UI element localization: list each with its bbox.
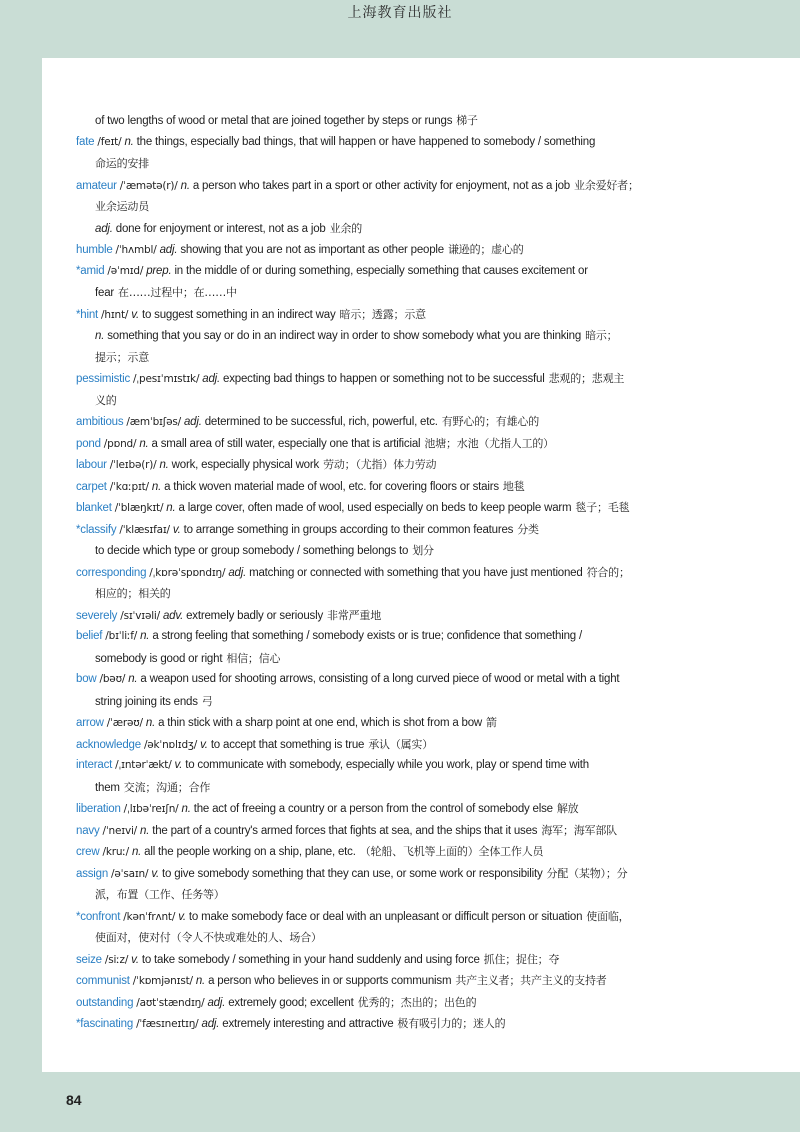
chinese-translation: 毯子；毛毯 <box>575 501 630 514</box>
entry-line <box>0 476 800 498</box>
headword: fate <box>76 135 95 148</box>
entry-line <box>0 712 800 734</box>
headword: assign <box>76 867 109 880</box>
entry-line <box>0 1013 800 1035</box>
chinese-translation: 划分 <box>412 544 434 557</box>
glossary-entries <box>0 110 800 1035</box>
part-of-speech: v. <box>131 953 139 966</box>
phonetic: /ˈkɑːpɪt/ <box>109 480 149 493</box>
chinese-translation: 分配（某物）；分 <box>546 866 628 880</box>
definition: fear <box>95 287 115 299</box>
headword: pond <box>76 437 101 450</box>
glossary-entry <box>0 411 800 433</box>
entry-line <box>0 992 800 1014</box>
chinese-translation: （轮船、飞机等上面的）全体工作人员 <box>359 845 544 858</box>
chinese-translation: 谦逊的；虚心的 <box>447 243 524 256</box>
chinese-translation: 劳动；（尤指）体力劳动 <box>323 458 437 471</box>
entry-line <box>0 132 800 154</box>
part-of-speech: v. <box>172 523 181 536</box>
definition: expecting bad things to happen or something not to be successful <box>223 373 545 385</box>
chinese-translation: 箭 <box>486 716 497 729</box>
glossary-entry <box>0 970 800 992</box>
glossary-entry <box>0 497 800 519</box>
glossary-entry <box>0 519 800 562</box>
entry-line <box>0 777 800 799</box>
part-of-speech: n. <box>131 846 142 858</box>
definition: work, especially physical work <box>171 459 320 471</box>
entry-line <box>0 626 800 648</box>
definition: a weapon used for shooting arrows, consisting of a long curved piece of wood or metal with a tight <box>140 673 620 685</box>
chinese-translation: 相应的；相关的 <box>95 587 171 600</box>
entry-line <box>0 454 800 476</box>
headword: bow <box>76 673 97 685</box>
headword: ambitious <box>76 416 124 428</box>
definition: somebody is good or right <box>95 652 223 665</box>
headword: severely <box>76 609 118 622</box>
entry-line <box>0 519 800 541</box>
publisher-header: 上海教育出版社 <box>347 5 453 21</box>
part-of-speech: v. <box>200 738 208 751</box>
chinese-translation: 暗示；透露；示意 <box>339 307 426 321</box>
entry-line <box>0 927 800 949</box>
phonetic: /feɪt/ <box>97 135 122 148</box>
definition: matching or connected with something that you have just mentioned <box>249 566 583 579</box>
chinese-translation: 有野心的；有雄心的 <box>441 415 539 428</box>
entry-line <box>0 863 800 885</box>
chinese-translation: 提示；示意 <box>95 350 149 364</box>
headword: *classify <box>76 523 117 536</box>
glossary-entry <box>0 906 800 949</box>
entry-line <box>0 841 800 863</box>
entry-line <box>0 605 800 627</box>
glossary-entry <box>0 669 800 712</box>
headword: crew <box>76 846 100 858</box>
chinese-translation: 悲观的；悲观主 <box>548 372 625 385</box>
phonetic: /ˌɪntərˈækt/ <box>115 759 172 771</box>
definition: to give somebody something that they can use, or some work or responsibility <box>162 867 543 880</box>
entry-line <box>0 261 800 283</box>
part-of-speech: n. <box>151 480 162 493</box>
phonetic: /ˈblæŋkɪt/ <box>114 502 164 514</box>
phonetic: /aʊtˈstændɪŋ/ <box>136 996 205 1009</box>
glossary-entry <box>0 626 800 669</box>
entry-line <box>0 798 800 820</box>
part-of-speech: n. <box>140 824 150 837</box>
entry-line <box>0 755 800 777</box>
headword: belief <box>76 630 103 642</box>
entry-line <box>0 970 800 992</box>
glossary-entry <box>0 605 800 627</box>
chinese-translation: 使面临， <box>586 909 630 923</box>
definition: to suggest something in an indirect way <box>141 308 336 321</box>
chinese-translation: 交流；沟通；合作 <box>123 780 211 794</box>
phonetic: /ˈfæsɪneɪtɪŋ/ <box>136 1018 199 1030</box>
part-of-speech: adj. <box>95 222 113 235</box>
glossary-entry <box>0 132 800 175</box>
entry-line <box>0 347 800 369</box>
phonetic: /kruː/ <box>102 846 129 858</box>
glossary-entry <box>0 304 800 369</box>
entry-line <box>0 906 800 928</box>
entry-line <box>0 691 800 713</box>
glossary-entry <box>0 1013 800 1035</box>
headword: arrow <box>76 717 104 729</box>
entry-line <box>0 648 800 670</box>
entry-line <box>0 562 800 584</box>
definition: to accept that something is true <box>210 738 365 751</box>
definition: a thin stick with a sharp point at one end, which is shot from a bow <box>158 717 483 729</box>
phonetic: /siːz/ <box>104 953 129 966</box>
chinese-translation: 非常严重地 <box>327 608 382 622</box>
chinese-translation: 业余爱好者； <box>573 178 639 192</box>
headword: acknowledge <box>76 738 141 751</box>
chinese-translation: 命运的安排 <box>95 157 149 170</box>
definition: the act of freeing a country or a person from the control of somebody else <box>193 803 553 815</box>
part-of-speech: n. <box>139 437 149 450</box>
chinese-translation: 义的 <box>95 393 117 407</box>
part-of-speech: adj. <box>202 373 221 385</box>
entry-line <box>0 433 800 455</box>
chinese-translation: 业余的 <box>329 221 362 235</box>
part-of-speech: adj. <box>183 416 202 428</box>
definition: them <box>95 781 120 794</box>
phonetic: /ˈhʌmbl/ <box>115 244 157 256</box>
glossary-entry <box>0 734 800 756</box>
definition: the part of a country's armed forces that fights at sea, and the ships that it uses <box>152 824 538 837</box>
headword: *amid <box>76 264 105 277</box>
entry-line <box>0 734 800 756</box>
definition: something that you say or do in an indirect way in order to show somebody what you are thinking <box>107 330 582 342</box>
definition: a large cover, often made of wool, used especially on beds to keep people warm <box>178 502 572 514</box>
headword: navy <box>76 824 100 837</box>
part-of-speech: adj. <box>159 244 178 256</box>
part-of-speech: prep. <box>146 264 172 277</box>
part-of-speech: n. <box>140 630 150 642</box>
entry-line <box>0 390 800 412</box>
entry-line <box>0 239 800 261</box>
phonetic: /ˈleɪbə(r)/ <box>109 459 157 471</box>
definition: string joining its ends <box>95 695 198 708</box>
chinese-translation: 业余运动员 <box>95 200 149 213</box>
phonetic: /bɪˈliːf/ <box>105 630 138 642</box>
entry-line <box>0 820 800 842</box>
phonetic: /hɪnt/ <box>101 308 129 321</box>
definition: to communicate with somebody, especially while you work, play or spend time with <box>185 759 589 771</box>
definition: of two lengths of wood or metal that are joined together by steps or rungs <box>95 115 453 127</box>
glossary-entry <box>0 239 800 261</box>
entry-line <box>0 583 800 605</box>
phonetic: /ˈkɒmjənɪst/ <box>132 975 193 987</box>
definition: a person who believes in or supports communism <box>208 975 452 987</box>
phonetic: /əkˈnɒlɪdʒ/ <box>143 738 198 751</box>
part-of-speech: adj. <box>201 1018 220 1030</box>
definition: a strong feeling that something / somebody exists or is true; confidence that something / <box>152 630 582 642</box>
part-of-speech: n. <box>166 502 176 514</box>
definition: the things, especially bad things, that will happen or have happened to somebody / something <box>136 135 596 148</box>
phonetic: /pɒnd/ <box>103 437 137 450</box>
phonetic: /ˌpesɪˈmɪstɪk/ <box>133 373 200 385</box>
phonetic: /ˈneɪvi/ <box>102 824 138 837</box>
part-of-speech: n. <box>181 803 191 815</box>
chinese-translation: 解放 <box>556 802 579 815</box>
phonetic: /æmˈbɪʃəs/ <box>126 416 181 428</box>
entry-line <box>0 669 800 691</box>
chinese-translation: 在……过程中；在……中 <box>118 286 237 299</box>
definition: extremely badly or seriously <box>186 609 324 622</box>
part-of-speech: adj. <box>207 996 226 1009</box>
definition: a thick woven material made of wool, etc. for covering floors or stairs <box>164 480 499 493</box>
part-of-speech: v. <box>178 910 186 923</box>
definition: a small area of still water, especially one that is artificial <box>151 437 421 450</box>
headword: interact <box>76 759 113 771</box>
chinese-translation: 极有吸引力的；迷人的 <box>397 1017 506 1030</box>
phonetic: /ˌlɪbəˈreɪʃn/ <box>123 803 179 815</box>
headword: humble <box>76 244 113 256</box>
entry-line <box>0 304 800 326</box>
headword: labour <box>76 459 107 471</box>
entry-line <box>0 196 800 218</box>
entry-line <box>0 368 800 390</box>
entry-line <box>0 325 800 347</box>
glossary-entry <box>0 368 800 411</box>
chinese-translation: 使面对，使对付（令人不快或难处的人、场合） <box>95 931 322 944</box>
chinese-translation: 弓 <box>201 694 213 708</box>
part-of-speech: v. <box>131 308 139 321</box>
glossary-entry <box>0 175 800 240</box>
phonetic: /ˈærəʊ/ <box>106 717 143 729</box>
chinese-translation: 优秀的；杰出的；出色的 <box>357 995 477 1009</box>
part-of-speech: adj. <box>228 566 247 579</box>
phonetic: /sɪˈvɪəli/ <box>120 609 160 622</box>
headword: *fascinating <box>76 1018 134 1030</box>
definition: all the people working on a ship, plane, etc. <box>144 846 356 858</box>
glossary-entry <box>0 712 800 734</box>
headword: seize <box>76 953 102 966</box>
chinese-translation: 抓住；捉住；夺 <box>483 952 560 966</box>
phonetic: /kənˈfrʌnt/ <box>123 910 176 923</box>
glossary-entry <box>0 755 800 798</box>
glossary-entry <box>0 798 800 820</box>
entry-line <box>0 175 800 197</box>
entry-line <box>0 540 800 562</box>
part-of-speech: n. <box>180 179 190 192</box>
chinese-translation: 地毯 <box>502 479 525 493</box>
headword: corresponding <box>76 566 147 579</box>
phonetic: /ˌkɒrəˈspɒndɪŋ/ <box>149 566 226 579</box>
headword: communist <box>76 975 130 987</box>
phonetic: /ˈæmətə(r)/ <box>119 179 178 192</box>
glossary-entry <box>0 562 800 605</box>
chinese-translation: 池塘；水池（尤指人工的） <box>424 436 554 450</box>
entry-line <box>0 411 800 433</box>
part-of-speech: adv. <box>162 609 184 622</box>
definition: to arrange something in groups according to their common features <box>183 523 514 536</box>
phonetic: /əˈmɪd/ <box>107 264 144 277</box>
headword: amateur <box>76 179 117 192</box>
definition: determined to be successful, rich, powerful, etc. <box>204 416 438 428</box>
glossary-entry <box>0 863 800 906</box>
part-of-speech: v. <box>174 759 183 771</box>
part-of-speech: n. <box>124 135 134 148</box>
headword: blanket <box>76 502 112 514</box>
glossary-entry <box>0 454 800 476</box>
part-of-speech: n. <box>159 459 169 471</box>
entry-line <box>0 218 800 240</box>
definition: done for enjoyment or interest, not as a job <box>115 222 326 235</box>
chinese-translation: 符合的； <box>586 565 630 579</box>
entry-line <box>0 497 800 519</box>
part-of-speech: n. <box>128 673 138 685</box>
chinese-translation: 海军；海军部队 <box>541 823 617 837</box>
glossary-entry <box>0 110 800 132</box>
entry-line <box>0 884 800 906</box>
headword: liberation <box>76 803 121 815</box>
entry-line <box>0 153 800 175</box>
glossary-entry <box>0 841 800 863</box>
glossary-entry <box>0 949 800 971</box>
definition: to make somebody face or deal with an unpleasant or difficult person or situation <box>188 910 583 923</box>
headword: *hint <box>76 308 99 321</box>
glossary-entry <box>0 261 800 304</box>
headword: outstanding <box>76 996 134 1009</box>
part-of-speech: v. <box>151 867 160 880</box>
definition: to take somebody / something in your hand suddenly and using force <box>141 953 480 966</box>
entry-line <box>0 949 800 971</box>
chinese-translation: 派，布置（工作、任务等） <box>95 888 225 901</box>
part-of-speech: n. <box>145 717 156 729</box>
phonetic: /ˈklæsɪfaɪ/ <box>119 523 170 536</box>
phonetic: /əˈsaɪn/ <box>111 867 149 880</box>
part-of-speech: n. <box>95 330 105 342</box>
chinese-translation: 相信；信心 <box>226 651 281 665</box>
definition: extremely good; excellent <box>228 996 354 1009</box>
part-of-speech: n. <box>195 975 206 987</box>
chinese-translation: 承认（属实） <box>368 737 434 751</box>
definition: to decide which type or group somebody / something belongs to <box>95 545 409 557</box>
definition: a person who takes part in a sport or other activity for enjoyment, not as a job <box>192 179 570 192</box>
chinese-translation: 分类 <box>517 522 539 536</box>
headword: *confront <box>76 910 121 923</box>
glossary-entry <box>0 820 800 842</box>
entry-line <box>0 282 800 304</box>
headword: pessimistic <box>76 373 131 385</box>
chinese-translation: 共产主义者；共产主义的支持者 <box>455 974 607 987</box>
chinese-translation: 暗示； <box>585 329 618 342</box>
phonetic: /bəʊ/ <box>99 673 126 685</box>
entry-line <box>0 110 800 132</box>
glossary-entry <box>0 433 800 455</box>
definition: in the middle of or during something, especially something that causes excitement or <box>174 264 588 277</box>
definition: extremely interesting and attractive <box>222 1018 394 1030</box>
glossary-entry <box>0 476 800 498</box>
glossary-entry <box>0 992 800 1014</box>
chinese-translation: 梯子 <box>456 114 478 127</box>
page-number: 84 <box>66 1092 82 1108</box>
definition: showing that you are not as important as other people <box>180 244 444 256</box>
headword: carpet <box>76 480 107 493</box>
